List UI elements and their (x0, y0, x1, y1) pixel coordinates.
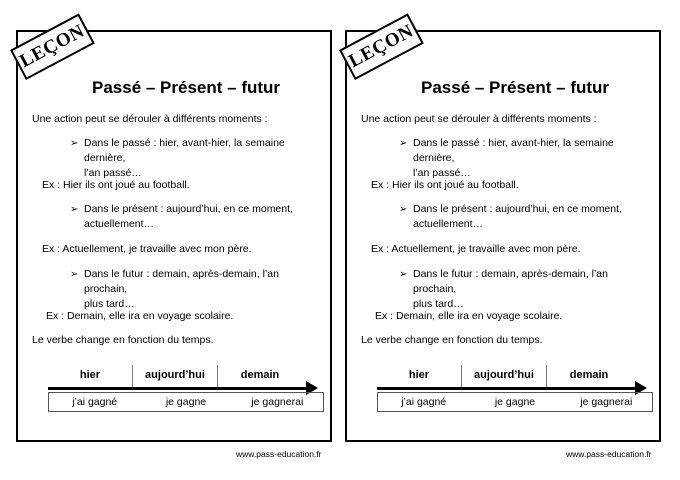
verb-present: je gagne (494, 396, 536, 408)
verb-box (377, 392, 653, 412)
lesson-title: Passé – Présent – futur (421, 78, 610, 97)
arrow-bullet-icon: ➢ (70, 204, 79, 215)
footer-url: www.pass-education.fr (236, 449, 322, 459)
conclusion-text: Le verbe change en fonction du temps. (32, 334, 214, 346)
verb-future: je gagnerai (580, 396, 633, 408)
lecon-badge: LEÇON (339, 13, 424, 80)
footer-url: www.pass-education.fr (566, 449, 652, 459)
verb-box (48, 392, 324, 412)
timeline-header-future: demain (217, 365, 302, 387)
example-present: Ex : Actuellement, je travaille avec mon père. (42, 243, 252, 255)
verb-present: je gagne (165, 396, 207, 408)
timeline-line (48, 387, 310, 390)
arrow-bullet-icon: ➢ (70, 138, 79, 149)
example-past: Ex : Hier ils ont joué au football. (371, 179, 519, 191)
intro-text: Une action peut se dérouler à différents moments : (361, 113, 597, 125)
timeline-header-past: hier (408, 369, 430, 381)
bullet-present: ➢ Dans le présent : aujourd’hui, en ce moment, actuellement… (70, 203, 293, 230)
lesson-card-left (16, 20, 332, 442)
bullet-present: ➢ Dans le présent : aujourd’hui, en ce moment, actuellement… (399, 203, 622, 230)
timeline-header-present: aujourd’hui (132, 365, 217, 387)
intro-text: Une action peut se dérouler à différents moments : (32, 113, 268, 125)
bullet-future: ➢ Dans le futur : demain, après-demain, l’an prochain, plus tard… (399, 268, 608, 310)
bullet-past: ➢ Dans le passé : hier, avant-hier, la semaine dernière, l’an passé… (70, 137, 285, 179)
timeline-header-present: aujourd’hui (461, 365, 546, 387)
example-future: Ex : Demain, elle ira en voyage scolaire. (375, 310, 563, 322)
arrow-bullet-icon: ➢ (399, 138, 408, 149)
timeline-header-future: demain (546, 365, 631, 387)
example-present: Ex : Actuellement, je travaille avec mon père. (371, 243, 581, 255)
arrow-bullet-icon: ➢ (399, 204, 408, 215)
example-past: Ex : Hier ils ont joué au football. (42, 179, 190, 191)
arrow-bullet-icon: ➢ (399, 269, 408, 280)
example-future: Ex : Demain, elle ira en voyage scolaire. (46, 310, 234, 322)
bullet-future: ➢ Dans le futur : demain, après-demain, l’an prochain, plus tard… (70, 268, 279, 310)
verb-past: j’ai gagné (72, 396, 118, 408)
arrow-bullet-icon: ➢ (70, 269, 79, 280)
timeline-header-past: hier (79, 369, 101, 381)
bullet-past: ➢ Dans le passé : hier, avant-hier, la semaine dernière, l’an passé… (399, 137, 614, 179)
lesson-title: Passé – Présent – futur (92, 78, 281, 97)
lesson-card-right (345, 20, 661, 442)
conclusion-text: Le verbe change en fonction du temps. (361, 334, 543, 346)
lecon-badge: LEÇON (10, 13, 95, 80)
timeline-line (377, 387, 639, 390)
verb-past: j’ai gagné (401, 396, 447, 408)
verb-future: je gagnerai (251, 396, 304, 408)
